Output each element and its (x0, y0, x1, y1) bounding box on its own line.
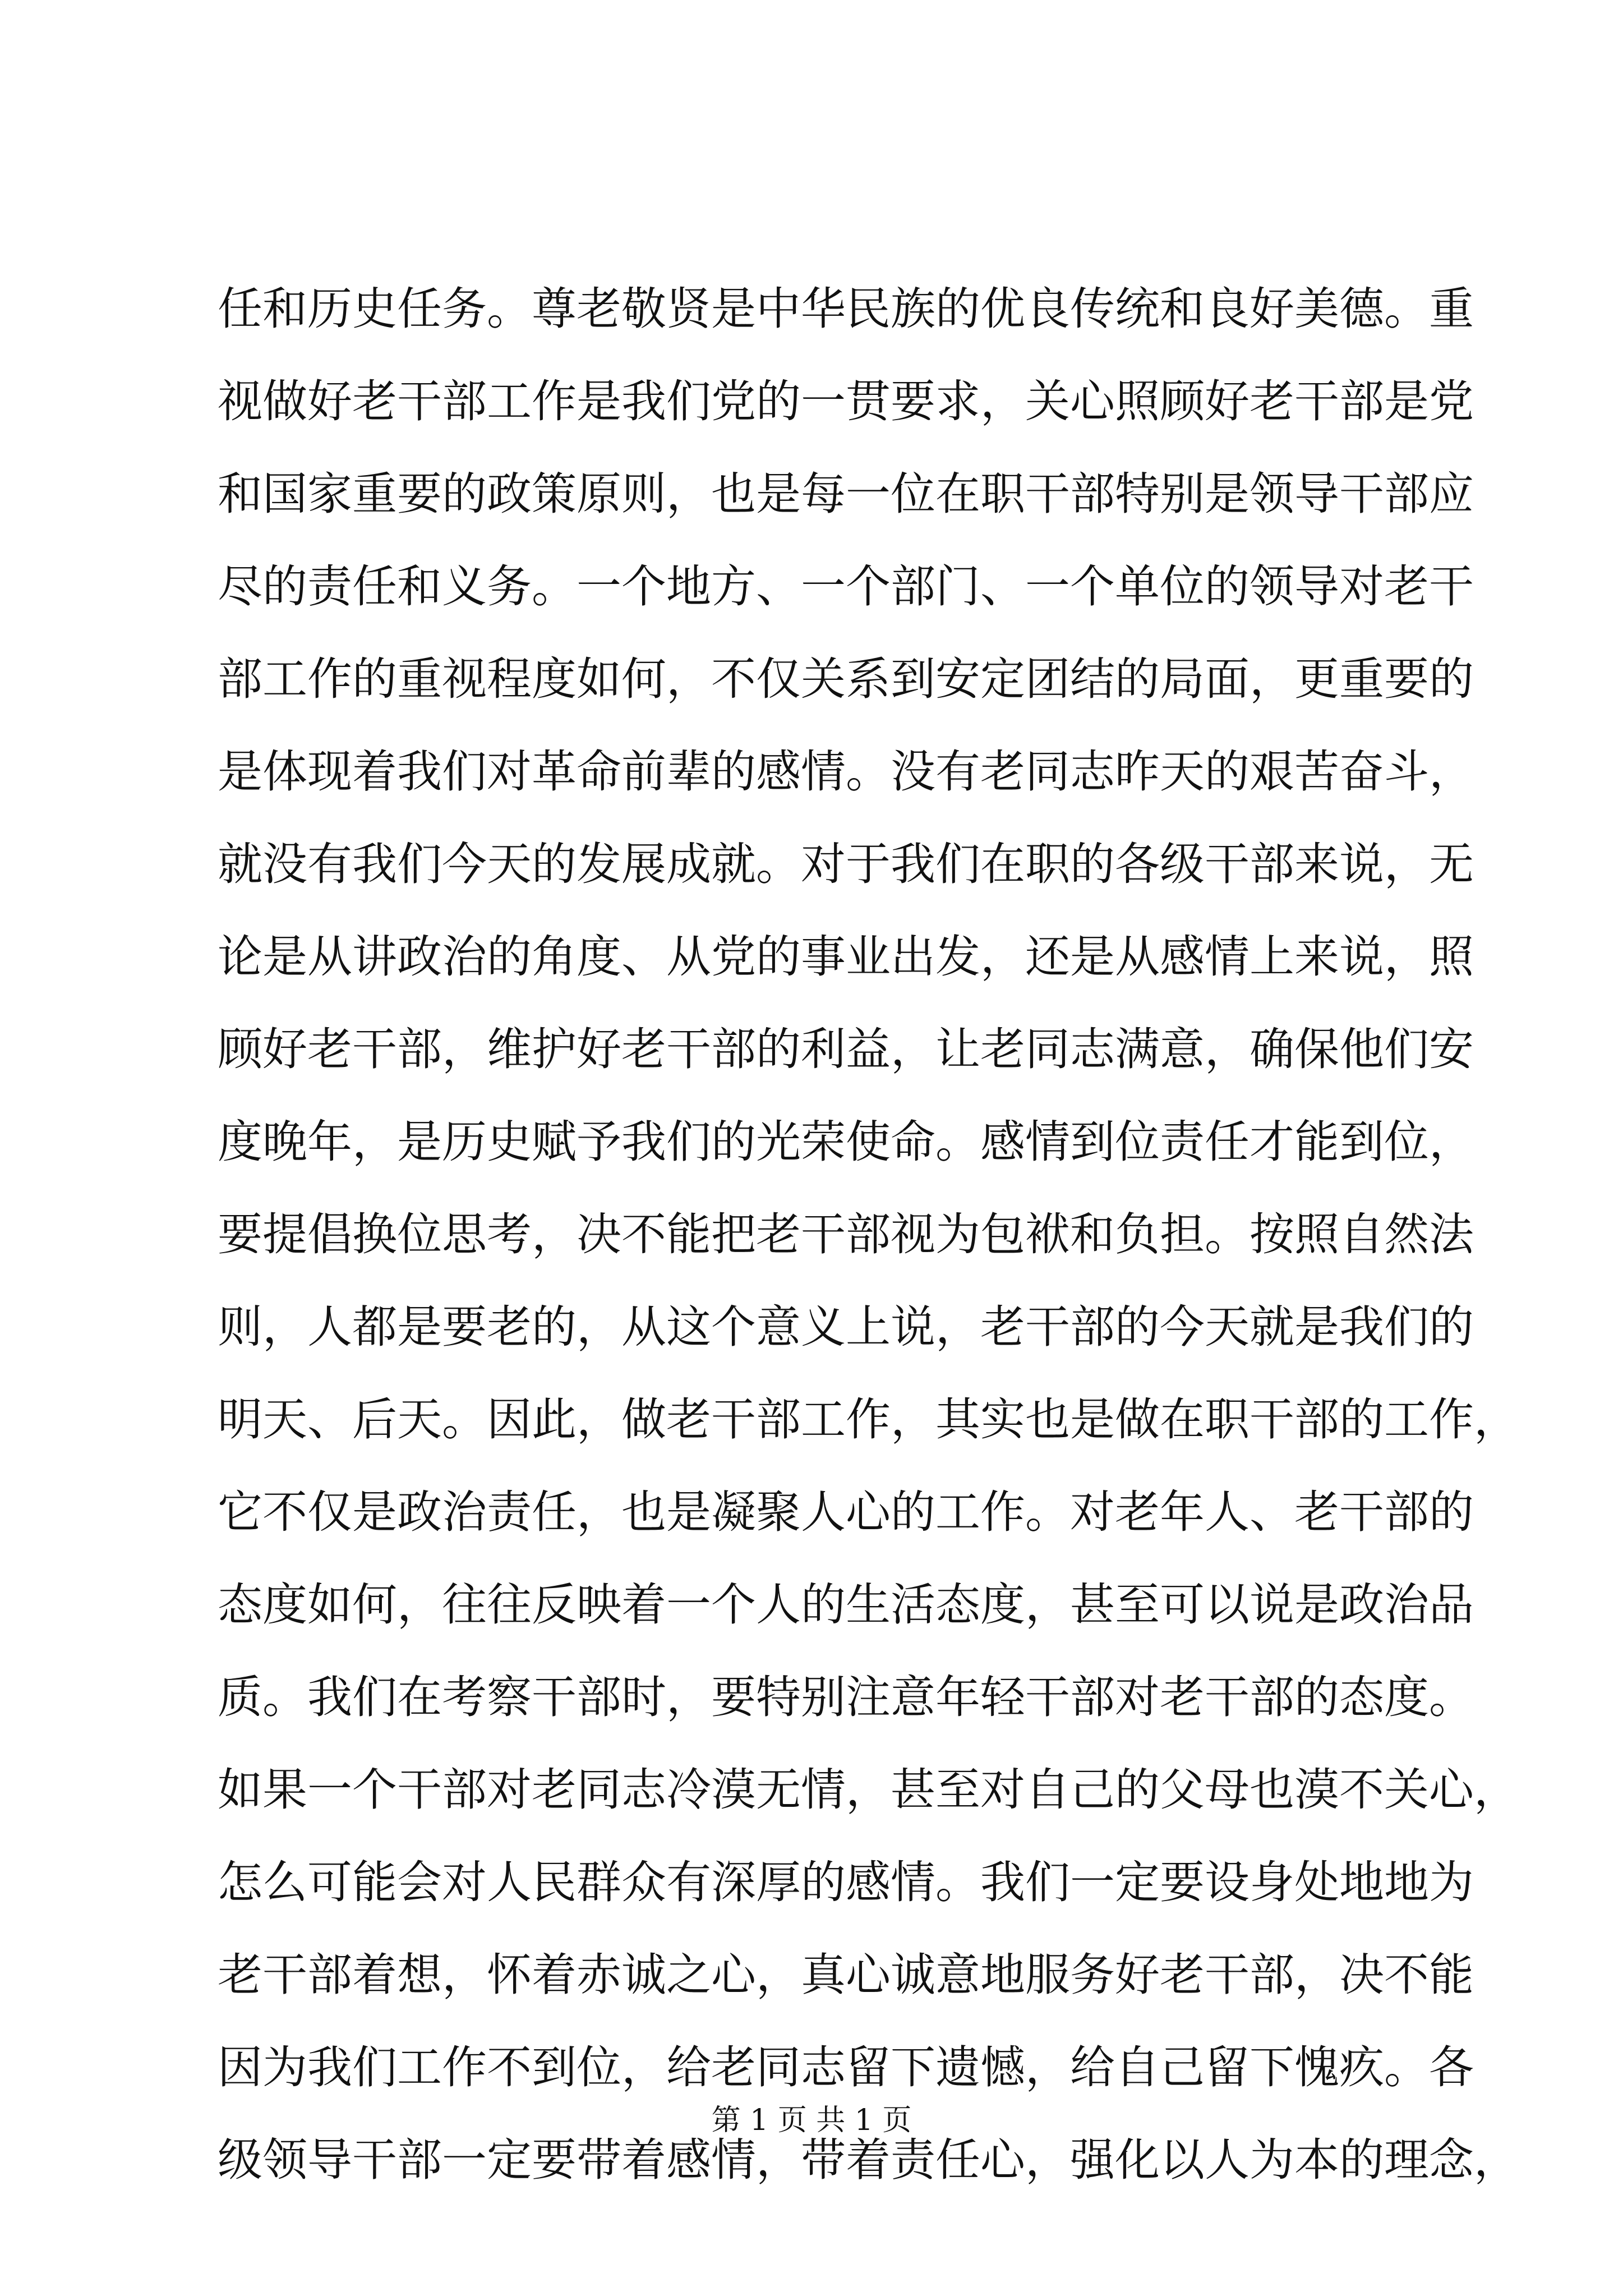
text-line: 度晚年，是历史赋予我们的光荣使命。感情到位责任才能到位， (218, 1116, 1474, 1168)
text-line: 和国家重要的政策原则，也是每一位在职干部特别是领导干部应 (218, 468, 1474, 520)
text-line: 态度如何，往往反映着一个人的生活态度，甚至可以说是政治品 (218, 1579, 1474, 1631)
text-line: 明天、后天。因此，做老干部工作，其实也是做在职干部的工作， (218, 1393, 1519, 1446)
text-line: 如果一个干部对老同志冷漠无情，甚至对自己的父母也漠不关心， (218, 1764, 1519, 1816)
text-line: 因为我们工作不到位，给老同志留下遗憾，给自己留下愧疚。各 (218, 2041, 1474, 2093)
text-line: 级领导干部一定要带着感情，带着责任心，强化以人为本的理念， (218, 2134, 1519, 2186)
text-line: 则，人都是要老的，从这个意义上说，老干部的今天就是我们的 (218, 1301, 1474, 1353)
text-line: 尽的责任和义务。一个地方、一个部门、一个单位的领导对老干 (218, 560, 1474, 613)
page-number-footer: 第 1 页 共 1 页 (711, 2104, 912, 2137)
text-line: 它不仅是政治责任，也是凝聚人心的工作。对老年人、老干部的 (218, 1486, 1474, 1538)
text-line: 就没有我们今天的发展成就。对于我们在职的各级干部来说，无 (218, 838, 1474, 890)
text-line: 视做好老干部工作是我们党的一贯要求，关心照顾好老干部是党 (218, 375, 1474, 427)
text-line: 顾好老干部，维护好老干部的利益，让老同志满意，确保他们安 (218, 1023, 1474, 1075)
text-line: 怎么可能会对人民群众有深厚的感情。我们一定要设身处地地为 (218, 1856, 1474, 1908)
text-line: 质。我们在考察干部时，要特别注意年轻干部对老干部的态度。 (218, 1671, 1474, 1723)
body-paragraph (218, 263, 1519, 2206)
text-line: 任和历史任务。尊老敬贤是中华民族的优良传统和良好美德。重 (218, 283, 1474, 335)
text-line: 部工作的重视程度如何，不仅关系到安定团结的局面，更重要的 (218, 653, 1474, 705)
text-line: 论是从讲政治的角度、从党的事业出发，还是从感情上来说，照 (218, 931, 1474, 983)
text-line: 要提倡换位思考，决不能把老干部视为包袱和负担。按照自然法 (218, 1208, 1474, 1260)
text-line: 老干部着想，怀着赤诚之心，真心诚意地服务好老干部，决不能 (218, 1949, 1474, 2001)
text-line: 是体现着我们对革命前辈的感情。没有老同志昨天的艰苦奋斗， (218, 746, 1474, 798)
